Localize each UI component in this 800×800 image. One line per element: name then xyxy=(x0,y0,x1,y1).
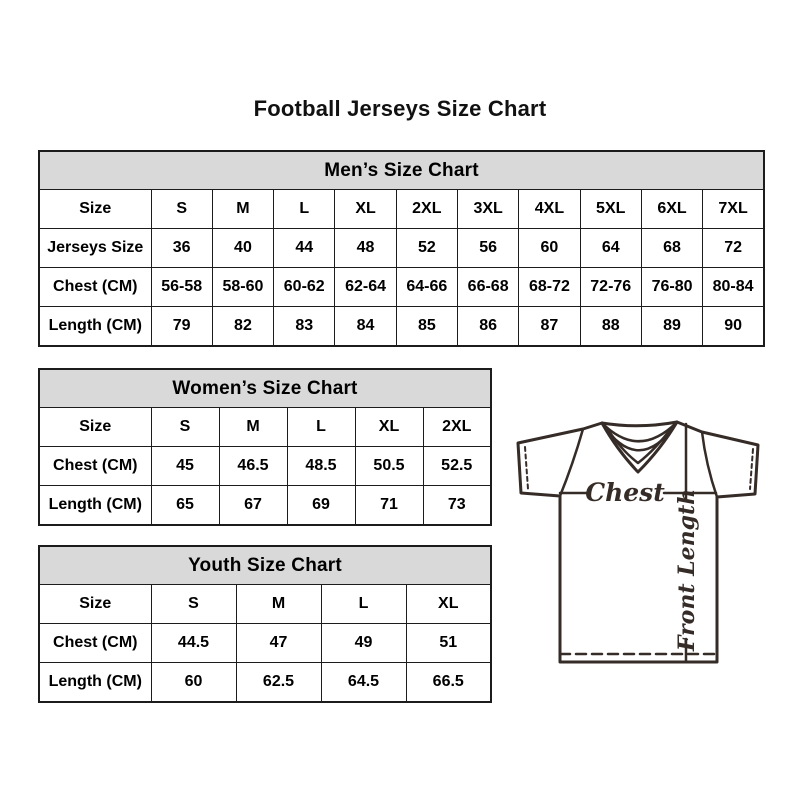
value-cell: 66-68 xyxy=(457,268,518,307)
value-cell: S xyxy=(151,190,212,229)
value-cell: 69 xyxy=(287,486,355,526)
youth-table-title: Youth Size Chart xyxy=(39,546,491,585)
mens-row-3 xyxy=(39,307,764,347)
value-cell: 86 xyxy=(457,307,518,347)
value-cell: 83 xyxy=(274,307,335,347)
value-cell: 50.5 xyxy=(355,447,423,486)
value-cell: 71 xyxy=(355,486,423,526)
youth-row-1 xyxy=(39,624,491,663)
value-cell: M xyxy=(219,408,287,447)
value-cell: 79 xyxy=(151,307,212,347)
value-cell: 48 xyxy=(335,229,396,268)
value-cell: 44 xyxy=(274,229,335,268)
value-cell: 40 xyxy=(212,229,273,268)
youth-header-row xyxy=(39,546,491,585)
value-cell: 52 xyxy=(396,229,457,268)
value-cell: 80-84 xyxy=(703,268,764,307)
value-cell: 72-76 xyxy=(580,268,641,307)
row-label-cell: Size xyxy=(39,190,151,229)
womens-header-row xyxy=(39,369,491,408)
womens-row-2 xyxy=(39,486,491,526)
row-label-cell: Size xyxy=(39,408,151,447)
youth-row-2 xyxy=(39,663,491,703)
row-label-cell: Chest (CM) xyxy=(39,624,151,663)
mens-table-title: Men’s Size Chart xyxy=(39,151,764,190)
mens-row-1 xyxy=(39,229,764,268)
value-cell: 90 xyxy=(703,307,764,347)
jersey-outline xyxy=(518,422,758,662)
value-cell: S xyxy=(151,585,236,624)
row-label-cell: Size xyxy=(39,585,151,624)
row-label-cell: Length (CM) xyxy=(39,663,151,703)
value-cell: 73 xyxy=(423,486,491,526)
mens-row-0 xyxy=(39,190,764,229)
value-cell: 64 xyxy=(580,229,641,268)
womens-size-table xyxy=(38,368,492,526)
value-cell: XL xyxy=(406,585,491,624)
value-cell: 48.5 xyxy=(287,447,355,486)
chest-label: Chest xyxy=(585,478,665,507)
value-cell: 2XL xyxy=(423,408,491,447)
value-cell: M xyxy=(236,585,321,624)
value-cell: 4XL xyxy=(519,190,580,229)
value-cell: 85 xyxy=(396,307,457,347)
value-cell: 64.5 xyxy=(321,663,406,703)
page-title: Football Jerseys Size Chart xyxy=(253,96,547,121)
value-cell: L xyxy=(287,408,355,447)
youth-row-0 xyxy=(39,585,491,624)
value-cell: 87 xyxy=(519,307,580,347)
value-cell: 65 xyxy=(151,486,219,526)
value-cell: 6XL xyxy=(641,190,702,229)
value-cell: 56 xyxy=(457,229,518,268)
value-cell: XL xyxy=(355,408,423,447)
value-cell: 46.5 xyxy=(219,447,287,486)
value-cell: 45 xyxy=(151,447,219,486)
row-label-cell: Chest (CM) xyxy=(39,447,151,486)
value-cell: 60-62 xyxy=(274,268,335,307)
value-cell: 44.5 xyxy=(151,624,236,663)
jersey-measurement-diagram xyxy=(505,418,775,668)
womens-row-1 xyxy=(39,447,491,486)
value-cell: 5XL xyxy=(580,190,641,229)
front-length-label: Front Length xyxy=(674,488,700,652)
value-cell: 66.5 xyxy=(406,663,491,703)
mens-size-table xyxy=(38,150,765,347)
value-cell: 62.5 xyxy=(236,663,321,703)
value-cell: 84 xyxy=(335,307,396,347)
value-cell: 60 xyxy=(151,663,236,703)
value-cell: S xyxy=(151,408,219,447)
value-cell: 47 xyxy=(236,624,321,663)
value-cell: 64-66 xyxy=(396,268,457,307)
value-cell: 72 xyxy=(703,229,764,268)
womens-table-title: Women’s Size Chart xyxy=(39,369,491,408)
value-cell: 89 xyxy=(641,307,702,347)
value-cell: 36 xyxy=(151,229,212,268)
value-cell: 7XL xyxy=(703,190,764,229)
value-cell: 68-72 xyxy=(519,268,580,307)
mens-row-2 xyxy=(39,268,764,307)
value-cell: 2XL xyxy=(396,190,457,229)
row-label-cell: Chest (CM) xyxy=(39,268,151,307)
value-cell: 88 xyxy=(580,307,641,347)
womens-row-0 xyxy=(39,408,491,447)
value-cell: 52.5 xyxy=(423,447,491,486)
value-cell: 82 xyxy=(212,307,273,347)
value-cell: L xyxy=(321,585,406,624)
value-cell: 76-80 xyxy=(641,268,702,307)
mens-header-row xyxy=(39,151,764,190)
youth-size-table xyxy=(38,545,492,703)
value-cell: 51 xyxy=(406,624,491,663)
value-cell: XL xyxy=(335,190,396,229)
value-cell: 67 xyxy=(219,486,287,526)
row-label-cell: Jerseys Size xyxy=(39,229,151,268)
value-cell: 60 xyxy=(519,229,580,268)
value-cell: 56-58 xyxy=(151,268,212,307)
value-cell: 62-64 xyxy=(335,268,396,307)
value-cell: 58-60 xyxy=(212,268,273,307)
value-cell: 49 xyxy=(321,624,406,663)
value-cell: 68 xyxy=(641,229,702,268)
value-cell: M xyxy=(212,190,273,229)
row-label-cell: Length (CM) xyxy=(39,307,151,347)
jersey-diagram-svg xyxy=(505,418,775,668)
row-label-cell: Length (CM) xyxy=(39,486,151,526)
value-cell: 3XL xyxy=(457,190,518,229)
value-cell: L xyxy=(274,190,335,229)
